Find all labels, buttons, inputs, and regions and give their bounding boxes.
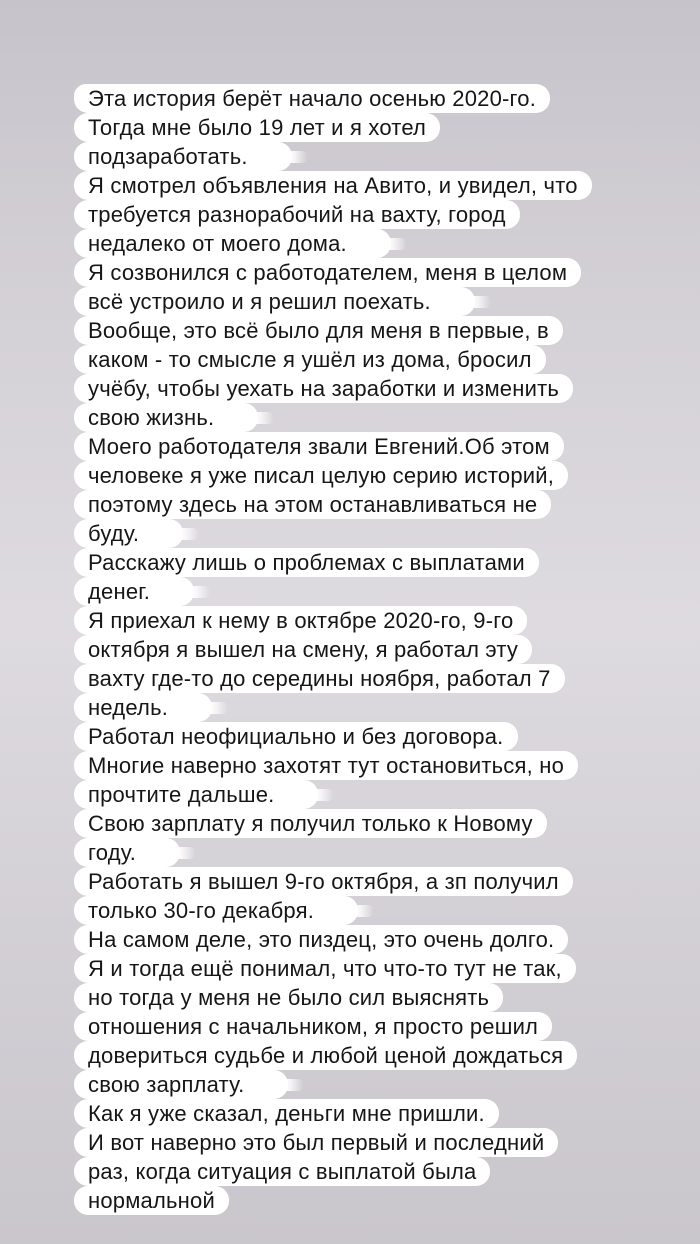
- story-line: учёбу, чтобы уехать на заработки и изменить: [74, 374, 573, 403]
- story-line: отношения с начальником, я просто решил: [74, 1012, 552, 1041]
- story-line: Тогда мне было 19 лет и я хотел: [74, 113, 440, 142]
- story-line-row: [74, 84, 664, 113]
- story-line: каком - то смысле я ушёл из дома, бросил: [74, 345, 546, 374]
- story-line: Я смотрел объявления на Авито, и увидел, что: [74, 171, 592, 200]
- story-line-row: [74, 780, 664, 809]
- story-line-row: [74, 171, 664, 200]
- story-line: человеке я уже писал целую серию историй,: [74, 461, 568, 490]
- story-line: только 30-го декабря.: [74, 896, 358, 925]
- story-line: И вот наверно это был первый и последний: [74, 1128, 558, 1157]
- story-line-row: [74, 925, 664, 954]
- story-text-block: [74, 84, 664, 1215]
- story-line: На самом деле, это пиздец, это очень долго.: [74, 925, 568, 954]
- story-line-row: [74, 374, 664, 403]
- story-line-row: [74, 606, 664, 635]
- story-line-row: [74, 1186, 664, 1215]
- story-line-row: [74, 983, 664, 1012]
- story-line: Работал неофициально и без договора.: [74, 722, 518, 751]
- story-line: поэтому здесь на этом останавливаться не: [74, 490, 551, 519]
- story-line-row: [74, 577, 664, 606]
- story-line: Как я уже сказал, деньги мне пришли.: [74, 1099, 499, 1128]
- story-line-row: [74, 403, 664, 432]
- story-line: году.: [74, 838, 180, 867]
- story-line: денег.: [74, 577, 194, 606]
- story-line-row: [74, 490, 664, 519]
- story-line-row: [74, 345, 664, 374]
- story-line-row: [74, 1157, 664, 1186]
- story-line: довериться судьбе и любой ценой дождаться: [74, 1041, 577, 1070]
- story-line-row: [74, 287, 664, 316]
- story-line: Работать я вышел 9-го октября, а зп получил: [74, 867, 573, 896]
- story-line-row: [74, 142, 664, 171]
- story-line-row: [74, 113, 664, 142]
- story-line: прочтите дальше.: [74, 780, 318, 809]
- story-line-row: [74, 200, 664, 229]
- story-line: Я приехал к нему в октябре 2020-го, 9-го: [74, 606, 527, 635]
- story-line: буду.: [74, 519, 183, 548]
- story-line: Эта история берёт начало осенью 2020-го.: [74, 84, 550, 113]
- story-line-row: [74, 896, 664, 925]
- story-line-row: [74, 838, 664, 867]
- story-line: требуется разнорабочий на вахту, город: [74, 200, 520, 229]
- story-line-row: [74, 809, 664, 838]
- story-line-row: [74, 548, 664, 577]
- story-line-row: [74, 519, 664, 548]
- story-line-row: [74, 1012, 664, 1041]
- story-line: Многие наверно захотят тут остановиться, но: [74, 751, 578, 780]
- story-line: Я созвонился с работодателем, меня в целом: [74, 258, 581, 287]
- story-line-row: [74, 1041, 664, 1070]
- story-line: Я и тогда ещё понимал, что что-то тут не так,: [74, 954, 576, 983]
- story-line-row: [74, 258, 664, 287]
- story-line: недель.: [74, 693, 212, 722]
- story-line-row: [74, 432, 664, 461]
- story-line-row: [74, 229, 664, 258]
- story-line: Вообще, это всё было для меня в первые, в: [74, 316, 563, 345]
- story-line: всё устроило и я решил поехать.: [74, 287, 475, 316]
- story-line-row: [74, 635, 664, 664]
- story-line: свою зарплату.: [74, 1070, 288, 1099]
- story-line-row: [74, 954, 664, 983]
- story-line-row: [74, 461, 664, 490]
- story-line-row: [74, 1128, 664, 1157]
- story-line: Моего работодателя звали Евгений.Об этом: [74, 432, 564, 461]
- story-line: Расскажу лишь о проблемах с выплатами: [74, 548, 539, 577]
- story-line-row: [74, 1070, 664, 1099]
- story-line-row: [74, 867, 664, 896]
- story-line-row: [74, 1099, 664, 1128]
- story-line: но тогда у меня не было сил выяснять: [74, 983, 503, 1012]
- story-line: свою жизнь.: [74, 403, 258, 432]
- story-line-row: [74, 722, 664, 751]
- story-line-row: [74, 751, 664, 780]
- story-line: Свою зарплату я получил только к Новому: [74, 809, 547, 838]
- story-line-row: [74, 316, 664, 345]
- story-line: вахту где-то до середины ноября, работал 7: [74, 664, 565, 693]
- story-line: недалеко от моего дома.: [74, 229, 391, 258]
- story-line-row: [74, 693, 664, 722]
- story-line: раз, когда ситуация с выплатой была: [74, 1157, 490, 1186]
- story-line: нормальной: [74, 1186, 229, 1215]
- story-line-row: [74, 664, 664, 693]
- story-line: подзаработать.: [74, 142, 292, 171]
- story-line: октября я вышел на смену, я работал эту: [74, 635, 532, 664]
